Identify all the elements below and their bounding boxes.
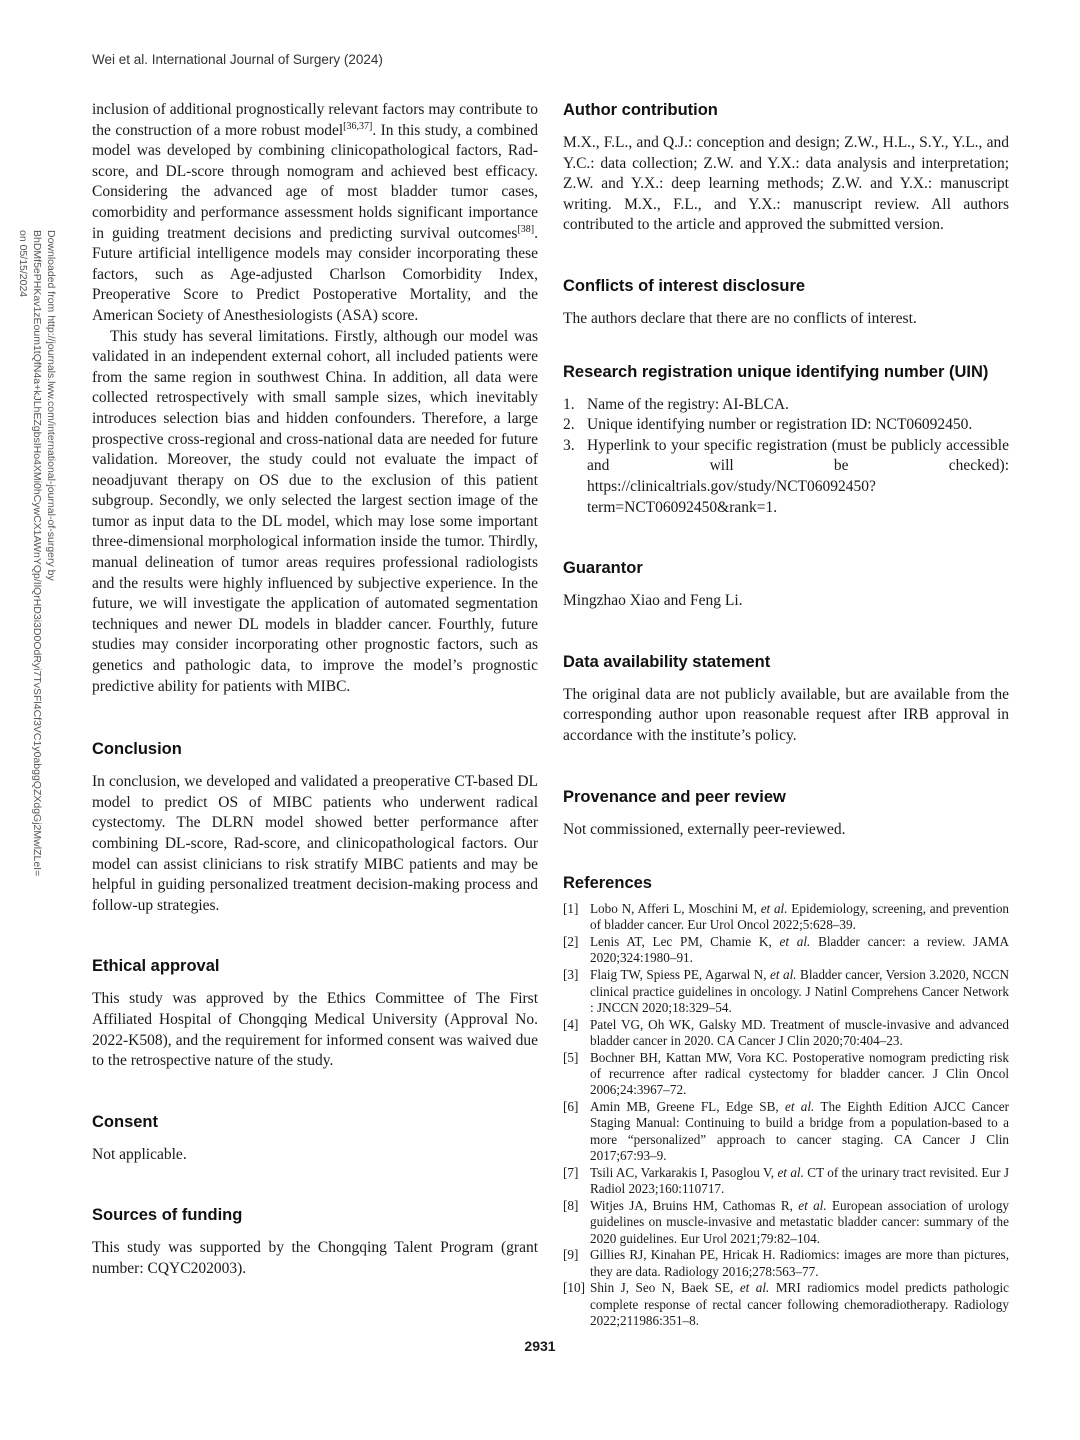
reference-item (563, 1280, 1009, 1329)
reference-number: [9] (563, 1247, 579, 1263)
consent-text: Not applicable. (92, 1145, 187, 1163)
section-heading-registration: Research registration unique identifying number (UIN) (563, 362, 989, 381)
reference-item (563, 1247, 1009, 1280)
data-availability-text: The original data are not publicly available, but are available from the corresponding author upon reasonable request after IRB approval in accordance with the institute’s policy. (563, 685, 1009, 744)
body-paragraph: inclusion of additional prognostically relevant factors may contribute to the construction of a more robust model[36,37]. In this study, a combined model was developed by combining clinicopathological factors, Rad-score, and DL-score through nomogram and achieved best efficacy. Considering the advanced age of most bladder tumor cases, comorbidity and performance assessment holds significant importance in guiding treatment decisions and predicting survival outcomes[38]. Future artificial intelligence models may consider incorporating these factors, such as Age-adjusted Charlson Comorbidity Index, Preoperative Score to Predict Postoperative Mortality, and the American Society of Anesthesiologists (ASA) score. (92, 101, 538, 324)
section-heading-references: References (563, 874, 652, 893)
conclusion-text: In conclusion, we developed and validated a preoperative CT-based DL model to predict OS of MIBC patients who underwent radical cystectomy. The DLRN model showed better performance after combining DL-score, Rad-score, and clinicopathological factors. Our model can assist clinicians to risk stratify MIBC patients and may be helpful in guiding personalized treatment decision-making process and follow-up strategies. (92, 773, 538, 914)
reference-number: [2] (563, 934, 579, 950)
running-head: Wei et al. International Journal of Surgery (2024) (92, 52, 383, 67)
reference-text: Witjes JA, Bruins HM, Cathomas R, et al. European association of urology guidelines on muscle-invasive and metastatic bladder cancer: summary of the 2020 guidelines. Eur Urol 2021;79:82–104. (590, 1197, 1010, 1246)
section-heading-ethical: Ethical approval (92, 957, 220, 976)
ethical-text: This study was approved by the Ethics Committee of The First Affiliated Hospital of Chongqing Medical University (Approval No. 2022-K508), and the requirement for informed consent was waived due to the retrospective nature of the study. (92, 990, 538, 1070)
reference-item (563, 934, 1009, 967)
section-heading-author: Author contribution (563, 101, 718, 119)
section-heading-conclusion: Conclusion (92, 740, 182, 759)
list-item: 1. Name of the registry: AI-BLCA. (563, 395, 789, 413)
reference-item (563, 901, 1009, 934)
registration-list (563, 395, 1009, 519)
page-number: 2931 (524, 1338, 556, 1354)
reference-number: [8] (563, 1197, 579, 1213)
citation[interactable]: [36,37] (343, 120, 373, 132)
reference-text: Tsili AC, Varkarakis I, Pasoglou V, et al. CT of the urinary tract revisited. Eur J Radiol 2023;160:110717. (590, 1164, 1009, 1197)
reference-item (563, 1099, 1009, 1164)
reference-number: [10] (563, 1280, 585, 1296)
reference-number: [3] (563, 967, 579, 983)
author-text: M.X., F.L., and Q.J.: conception and design; Z.W., H.L., S.Y., Y.L., and Y.C.: data collection; Z.W. and Y.X.: data analysis and interpretation; Z.W. and Y.X.: deep learning methods; Z.W. and Y.X.: manuscript writing. M.X., F.L., and Y.X.: manuscript review. All authors contributed to the article and approved the submitted version. (563, 134, 1009, 234)
conflicts-text: The authors declare that there are no conflicts of interest. (563, 309, 917, 327)
registration-hyperlink[interactable]: Hyperlink to your specific registration (must be publicly accessible and will be checked): https://clinicaltrials.gov/study/NCT06092450?term=NCT06092450&rank=1. (587, 436, 1009, 516)
reference-item (563, 1017, 1009, 1050)
list-item: 2. Unique identifying number or registration ID: NCT06092450. (563, 416, 973, 434)
reference-item (563, 967, 1009, 1016)
reference-text: Lenis AT, Lec PM, Chamie K, et al. Bladder cancer: a review. JAMA 2020;324:1980–91. (590, 934, 1009, 966)
limitations-paragraph: This study has several limitations. Firstly, although our model was validated in an independent external cohort, all included patients were from the same region in southwest China. In addition, all data were collected retrospectively with small sample sizes, which inevitably introduces selection bias and hidden confounders. Therefore, a large prospective cross-regional and cross-national data are needed for future validation. Moreover, the study could not evaluate the impact of neoadjuvant therapy on OS due to the exclusion of this patient subgroup. Secondly, we only selected the largest section image of the tumor as input data to the DL model, which may lose some important three-dimensional morphological information inside the tumor. Thirdly, manual delineation of tumor areas requires professional radiologists and the results were highly influenced by subjective experience. In the future, we will investigate the application of automated segmentation techniques and newer DL models in bladder cancer. Fourthly, future studies may consider incorporating other prognostic factors, such as genetics and pathologic data, to improve the model’s prognostic predictive ability for patients with MIBC. (92, 327, 538, 695)
reference-list (563, 901, 1009, 1329)
guarantor-text: Mingzhao Xiao and Feng Li. (563, 592, 743, 610)
section-heading-guarantor: Guarantor (563, 559, 643, 578)
reference-number: [4] (563, 1016, 579, 1032)
reference-text: Amin MB, Greene FL, Edge SB, et al. The Eighth Edition AJCC Cancer Staging Manual: Continuing to build a bridge from a population-based to a more “personalized” approach to cancer staging. CA Cancer J Clin 2017;67:93–9. (590, 1099, 1009, 1164)
reference-text: Patel VG, Oh WK, Galsky MD. Treatment of muscle-invasive and advanced bladder cancer in 2020. CA Cancer J Clin 2020;70:404–23. (590, 1016, 1009, 1048)
reference-item (563, 1165, 1009, 1198)
list-item[interactable]: 3. Hyperlink to your specific registration (must be publicly accessible and will be checked): https://clinicaltrials.gov/study/NCT06092450?term=NCT06092450&rank=1. (563, 436, 1009, 518)
reference-text: Gillies RJ, Kinahan PE, Hricak H. Radiomics: images are more than pictures, they are data. Radiology 2016;278:563–77. (590, 1247, 1009, 1279)
reference-item (563, 1198, 1009, 1247)
section-heading-funding: Sources of funding (92, 1206, 243, 1225)
left-column (92, 100, 538, 1280)
right-column (563, 100, 1009, 1330)
reference-number: [1] (563, 901, 579, 917)
funding-text: This study was supported by the Chongqing Talent Program (grant number: CQYC202003). (92, 1239, 538, 1277)
reference-number: [5] (563, 1049, 579, 1065)
section-heading-data-availability: Data availability statement (563, 652, 771, 671)
reference-number: [7] (563, 1164, 579, 1180)
reference-text: Flaig TW, Spiess PE, Agarwal N, et al. Bladder cancer, Version 3.2020, NCCN clinical practice guidelines in oncology. J Natinl Comprehens Cancer Network : JNCCN 2020;18:329–54. (590, 967, 1009, 1015)
reference-text: Bochner BH, Kattan MW, Vora KC. Postoperative nomogram predicting risk of recurrence after radical cystectomy for bladder cancer. J Clin Oncol 2006;24:3967–72. (590, 1049, 1009, 1098)
reference-item (563, 1050, 1009, 1099)
reference-number: [6] (563, 1099, 579, 1115)
section-heading-conflicts: Conflicts of interest disclosure (563, 276, 806, 295)
reference-text: Shin J, Seo N, Baek SE, et al. MRI radiomics model predicts pathologic complete response of rectal cancer following chemoradiotherapy. Radiology 2022;211986:351–8. (590, 1280, 1009, 1329)
download-watermark: Downloaded from http://journals.lww.com/international-journal-of-surgery by BhDMf5ePHKav1zEoum1tQfN4a+kJLhEZgbsIHo4XMi0hCywCX1AWnYQp/IlQrHD3i3D0OdRyi7TvSFl4Cf3VC1y0abggQZXdgGj2MwlZLeI= on 05/15/2024 (17, 230, 57, 877)
citation[interactable]: [38] (517, 223, 535, 235)
reference-text: Lobo N, Afferi L, Moschini M, et al. Epidemiology, screening, and prevention of bladder cancer. Eur Urol Oncol 2022;5:628–39. (590, 901, 1010, 933)
section-heading-consent: Consent (92, 1112, 158, 1131)
provenance-text: Not commissioned, externally peer-reviewed. (563, 820, 846, 838)
section-heading-provenance: Provenance and peer review (563, 787, 786, 806)
